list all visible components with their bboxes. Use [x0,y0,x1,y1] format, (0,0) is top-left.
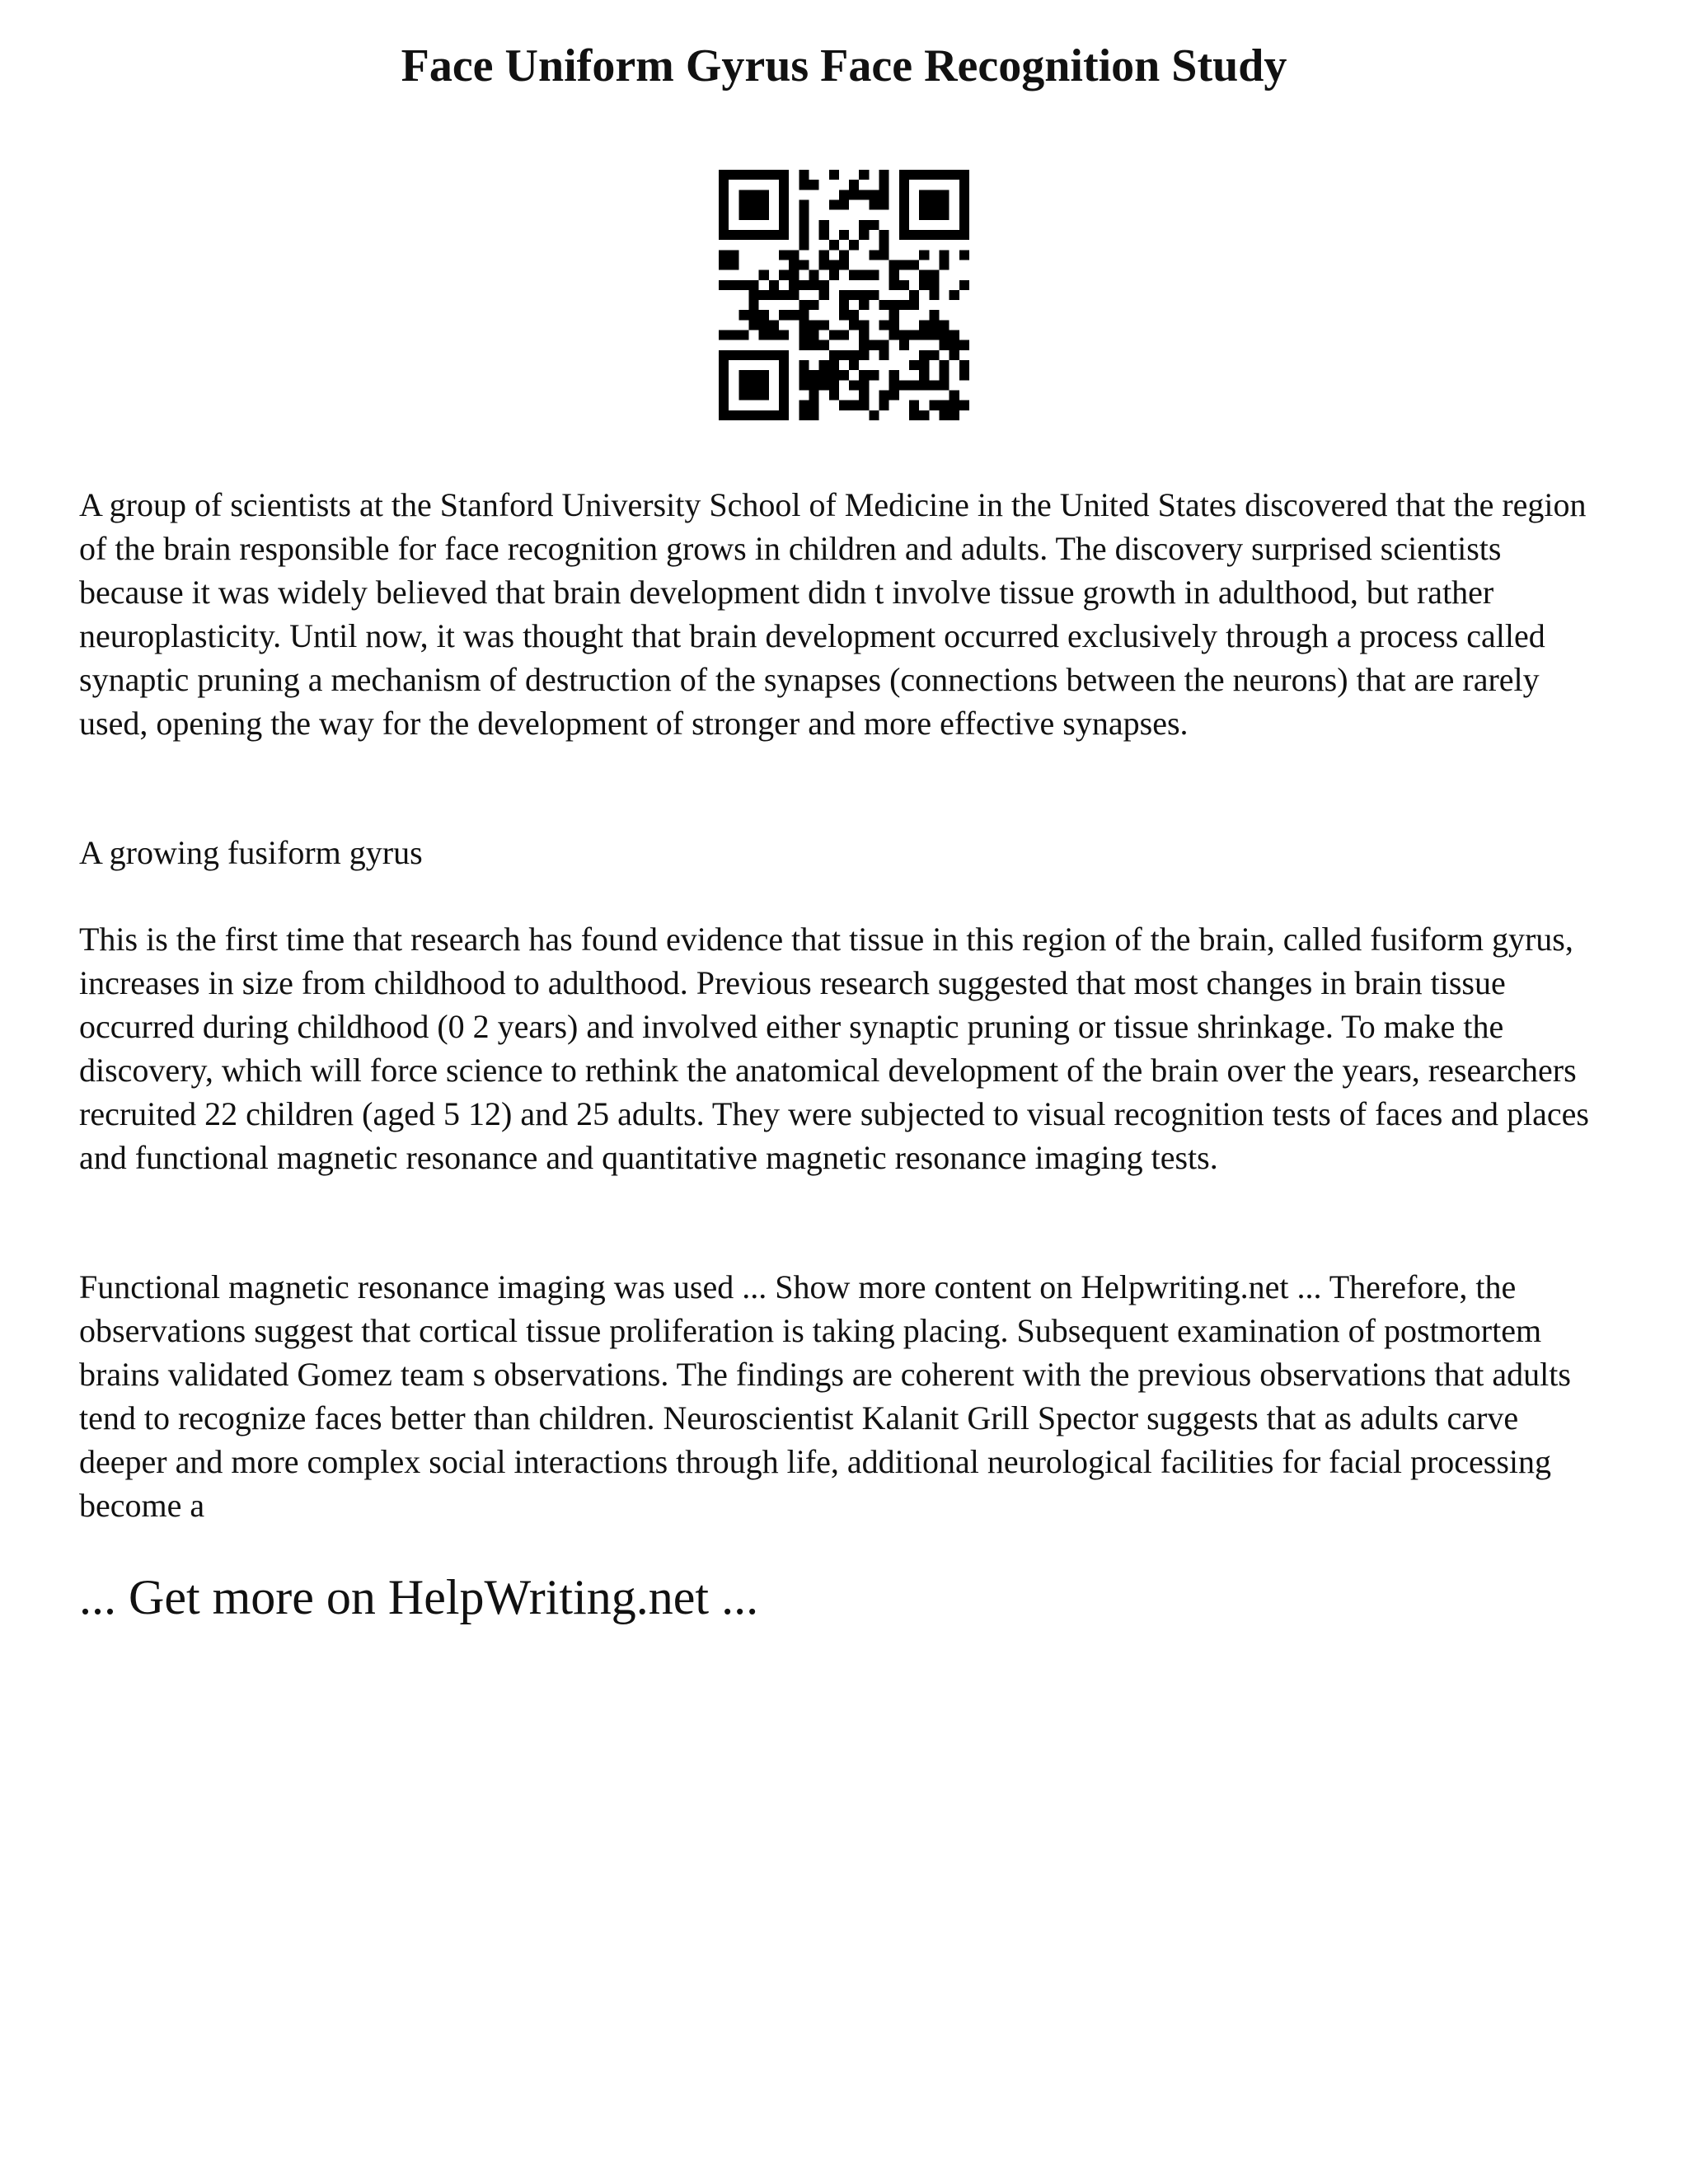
page-title: Face Uniform Gyrus Face Recognition Study [401,40,1287,91]
get-more-link[interactable]: ... Get more on HelpWriting.net ... [79,1570,759,1624]
qr-finder-top-right [899,170,969,240]
qr-finder-bottom-left [719,350,789,420]
qr-code-icon [719,170,969,420]
qr-finder-top-left [719,170,789,240]
section-subheading: A growing fusiform gyrus [79,834,423,871]
paragraph-observations: Functional magnetic resonance imaging was used ... Show more content on Helpwriting.net ... Therefore, the observations suggest that cortical tissue proliferation is taking placing. Subsequent examination of postmortem brains validated Gomez team s observations. The findings are coherent with the previous observations that adults tend to recognize faces better than children. Neuroscientist Kalanit Grill Spector suggests that as adults carve deeper and more complex social interactions through life, additional neurological facilities for facial processing become a [79,1268,1571,1524]
paragraph-research: This is the first time that research has found evidence that tissue in this region of the brain, called fusiform gyrus, increases in size from childhood to adulthood. Previous research suggested that most changes in brain tissue occurred during childhood (0 2 years) and involved either synaptic pruning or tissue shrinkage. To make the discovery, which will force science to rethink the anatomical development of the brain over the years, researchers recruited 22 children (aged 5 12) and 25 adults. They were subjected to visual recognition tests of faces and places and functional magnetic resonance and quantitative magnetic resonance imaging tests. [79,921,1589,1176]
paragraph-intro: A group of scientists at the Stanford University School of Medicine in the United States discovered that the region of the brain responsible for face recognition grows in children and adults. The discovery surprised scientists because it was widely believed that brain development didn t involve tissue growth in adulthood, but rather neuroplasticity. Until now, it was thought that brain development occurred exclusively through a process called synaptic pruning a mechanism of destruction of the synapses (connections between the neurons) that are rarely used, opening the way for the development of stronger and more effective synapses. [79,486,1587,742]
